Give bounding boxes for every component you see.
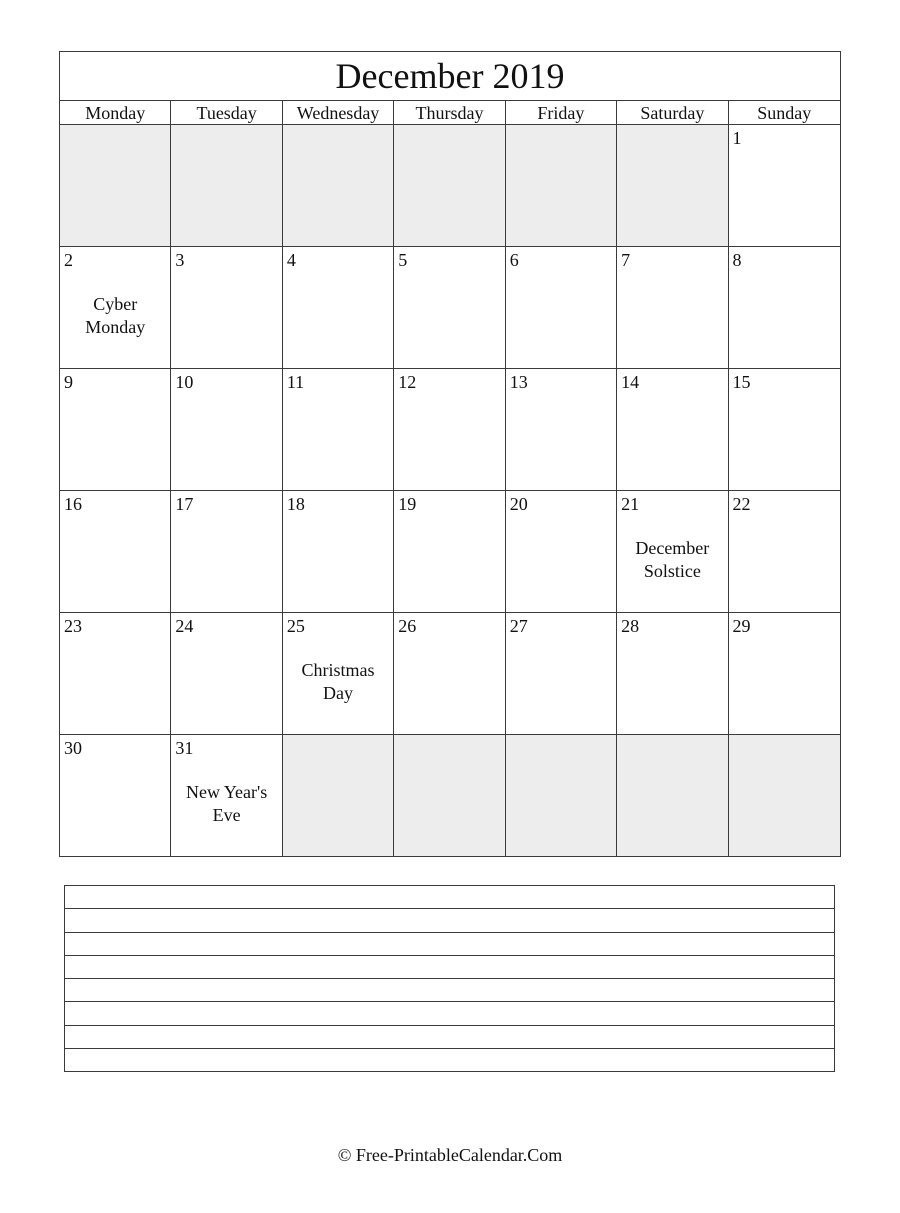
day-cell [171, 735, 282, 857]
day-number: 18 [286, 494, 305, 514]
day-cell [617, 247, 728, 369]
month-calendar [59, 51, 841, 857]
day-cell [171, 491, 282, 613]
day-number: 16 [64, 494, 82, 514]
day-cell [394, 247, 505, 369]
empty-day-cell [282, 735, 393, 857]
note-line[interactable] [65, 1025, 835, 1048]
empty-day-cell [617, 125, 728, 247]
day-number: 27 [509, 616, 528, 636]
day-cell [505, 369, 616, 491]
week-row [60, 491, 841, 613]
empty-day-cell [171, 125, 282, 247]
day-number: 3 [175, 250, 185, 270]
day-cell [394, 369, 505, 491]
day-cell [171, 247, 282, 369]
day-cell [60, 613, 171, 735]
day-number: 14 [621, 372, 640, 392]
weekday-header: Saturday [617, 101, 728, 125]
weekday-header: Friday [505, 101, 616, 125]
week-row [60, 613, 841, 735]
day-cell [505, 491, 616, 613]
day-number: 20 [509, 494, 528, 514]
day-number: 29 [732, 616, 751, 636]
day-cell [505, 247, 616, 369]
day-cell [617, 369, 728, 491]
day-cell [728, 613, 840, 735]
empty-day-cell [394, 735, 505, 857]
day-number: 15 [732, 372, 751, 392]
day-cell [282, 613, 393, 735]
note-line[interactable] [65, 886, 835, 909]
day-cell [728, 247, 840, 369]
day-cell [617, 613, 728, 735]
notes-lines [64, 885, 835, 1072]
day-number: 5 [398, 250, 408, 270]
day-cell [60, 491, 171, 613]
calendar-grid [60, 125, 841, 857]
day-number: 10 [175, 372, 194, 392]
day-cell [282, 247, 393, 369]
calendar-title: December 2019 [60, 52, 841, 101]
day-number: 31 [175, 738, 194, 758]
day-cell [394, 491, 505, 613]
day-cell [728, 491, 840, 613]
note-line[interactable] [65, 909, 835, 932]
day-number: 13 [509, 372, 528, 392]
note-line[interactable] [65, 932, 835, 955]
day-number: 21 [621, 494, 640, 514]
holiday-label: Cyber Monday [85, 294, 146, 337]
weekday-header: Thursday [394, 101, 505, 125]
day-number: 7 [621, 250, 631, 270]
day-cell [728, 369, 840, 491]
day-cell [728, 125, 840, 247]
day-number: 9 [64, 372, 73, 392]
note-line[interactable] [65, 1002, 835, 1025]
empty-day-cell [505, 125, 616, 247]
day-cell [60, 247, 171, 369]
day-number: 17 [175, 494, 194, 514]
empty-day-cell [282, 125, 393, 247]
day-number: 8 [732, 250, 742, 270]
empty-day-cell [617, 735, 728, 857]
day-number: 19 [398, 494, 417, 514]
day-number: 23 [64, 616, 82, 636]
day-cell [617, 491, 728, 613]
day-number: 4 [286, 250, 296, 270]
day-number: 22 [732, 494, 751, 514]
day-number: 30 [64, 738, 82, 758]
day-number: 2 [64, 250, 73, 270]
empty-day-cell [505, 735, 616, 857]
day-number: 12 [398, 372, 417, 392]
week-row [60, 247, 841, 369]
week-row [60, 369, 841, 491]
day-number: 6 [509, 250, 519, 270]
day-cell [282, 369, 393, 491]
empty-day-cell [60, 125, 171, 247]
note-line[interactable] [65, 1049, 835, 1072]
week-row [60, 735, 841, 857]
day-cell [282, 491, 393, 613]
day-cell [505, 613, 616, 735]
day-number: 26 [398, 616, 417, 636]
day-number: 28 [621, 616, 640, 636]
week-row [60, 125, 841, 247]
empty-day-cell [394, 125, 505, 247]
day-cell [60, 369, 171, 491]
day-cell [171, 369, 282, 491]
day-number: 11 [286, 372, 305, 392]
holiday-label: New Year's Eve [186, 782, 268, 825]
note-line[interactable] [65, 979, 835, 1002]
holiday-label: Christmas Day [301, 660, 375, 703]
weekday-header: Monday [60, 101, 171, 125]
day-cell [171, 613, 282, 735]
day-number: 24 [175, 616, 194, 636]
day-cell [60, 735, 171, 857]
holiday-label: December Solstice [635, 538, 710, 581]
note-line[interactable] [65, 955, 835, 978]
day-cell [394, 613, 505, 735]
footer-credit: © Free-PrintableCalendar.Com [337, 1145, 563, 1165]
weekday-header: Tuesday [171, 101, 282, 125]
day-number: 1 [732, 128, 742, 148]
day-number: 25 [286, 616, 305, 636]
weekday-header: Sunday [728, 101, 840, 125]
empty-day-cell [728, 735, 840, 857]
weekday-header-row [60, 101, 841, 125]
weekday-header: Wednesday [282, 101, 393, 125]
